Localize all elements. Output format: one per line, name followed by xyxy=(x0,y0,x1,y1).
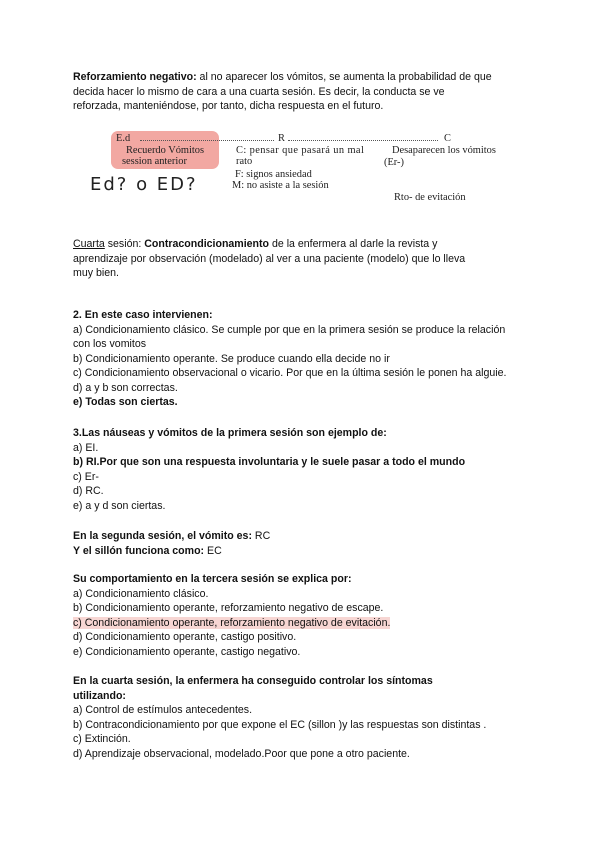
handwritten-note: Ed? o ED? xyxy=(90,174,198,195)
r-line-2: rato xyxy=(236,156,253,167)
q2-option-c: c) Condicionamiento observacional o vicario. Por que en la última sesión le ponen ha alguie. xyxy=(73,367,507,379)
c-label: C xyxy=(444,133,451,144)
c-line-1: Desaparecen los vómitos xyxy=(392,145,496,156)
q3-title: 3.Las náuseas y vómitos de la primera sesión son ejemplo de: xyxy=(73,427,387,439)
cuarta-line-1 xyxy=(73,237,533,252)
intro-line-3: reforzada, manteniéndose, por tanto, dicha respuesta en el futuro. xyxy=(73,100,384,112)
q3-option-b: b) RI.Por que son una respuesta involuntaria y le suele pasar a todo el mundo xyxy=(73,456,466,468)
c-line-2: (Er-) xyxy=(384,157,404,168)
conditioning-diagram xyxy=(90,126,508,212)
q4-option-b: b) Condicionamiento operante, reforzamiento negativo de escape. xyxy=(73,602,384,614)
q3-option-d: d) RC. xyxy=(73,485,104,497)
question-3 xyxy=(73,426,533,513)
c-line-3: Rto- de evitación xyxy=(394,192,466,203)
intro-label: Reforzamiento negativo: xyxy=(73,71,197,83)
q2-option-b: b) Condicionamiento operante. Se produce cuando ella decide no ir xyxy=(73,352,390,365)
seg-l2-bold: Y el sillón funciona como: xyxy=(73,544,205,557)
ed-line-2: session anterior xyxy=(122,156,187,167)
intro-line-2: decida hacer lo mismo de cara a una cuarta sesión. Es decir, la conducta se ve xyxy=(73,85,445,98)
seg-line-1 xyxy=(73,529,533,544)
question-2 xyxy=(73,308,533,410)
q3-option-c: c) Er- xyxy=(73,470,99,483)
q5-option-b: b) Contracondicionamiento por que expone el EC (sillon )y las respuestas son distintas . xyxy=(73,718,487,731)
q2-option-a-2: con los vomitos xyxy=(73,338,147,350)
ed-line-1: Recuerdo Vómitos xyxy=(126,145,205,156)
q4-title: Su comportamiento en la tercera sesión se explica por: xyxy=(73,573,352,585)
r-line-1: C: pensar que pasará un mal xyxy=(236,145,365,156)
cuarta-word: Cuarta xyxy=(73,238,105,250)
q4-option-c: c) Condicionamiento operante, reforzamiento negativo de evitación. xyxy=(73,616,391,629)
dotted-line-r-c xyxy=(288,140,438,142)
q5-option-d: d) Aprendizaje observacional, modelado.Poor que pone a otro paciente. xyxy=(73,747,410,760)
cuarta-rest-1: sesión: xyxy=(104,238,145,250)
intro-line-1 xyxy=(73,70,533,85)
q4-option-d: d) Condicionamiento operante, castigo positivo. xyxy=(73,631,297,643)
cuarta-bold: Contracondicionamiento xyxy=(144,238,270,250)
seg-l1-rest: RC xyxy=(251,530,271,542)
seg-l2-rest: EC xyxy=(204,544,222,557)
q2-option-d: d) a y b son correctas. xyxy=(73,381,178,394)
cuarta-line-2: aprendizaje por observación (modelado) al ver a una paciente (modelo) que lo lleva xyxy=(73,252,466,265)
r-line-3: F: signos ansiedad xyxy=(235,169,312,180)
q5-title-1: En la cuarta sesión, la enfermera ha conseguido controlar los síntomas xyxy=(73,675,433,687)
dotted-line-ed-r xyxy=(140,140,274,142)
ed-label: E.d xyxy=(116,133,131,144)
seg-line-2 xyxy=(73,544,533,559)
question-cuarta xyxy=(73,674,533,761)
seg-l1-bold: En la segunda sesión, el vómito es: xyxy=(73,530,252,542)
r-line-4: M: no asiste a la sesión xyxy=(232,180,329,191)
question-tercera xyxy=(73,572,533,659)
r-label: R xyxy=(278,133,285,144)
q5-option-a: a) Control de estímulos antecedentes. xyxy=(73,704,253,716)
q2-option-a-1: a) Condicionamiento clásico. Se cumple por que en la primera sesión se produce la relación xyxy=(73,323,506,336)
q4-option-a: a) Condicionamiento clásico. xyxy=(73,587,209,600)
q5-title-2: utilizando: xyxy=(73,689,126,702)
q2-title: 2. En este caso intervienen: xyxy=(73,309,213,321)
intro-paragraph xyxy=(73,70,533,114)
intro-text-1: al no aparecer los vómitos, se aumenta la probabilidad de que xyxy=(196,71,492,83)
cuarta-line-3: muy bien. xyxy=(73,267,119,279)
q5-option-c: c) Extinción. xyxy=(73,733,131,745)
q3-option-e: e) a y d son ciertas. xyxy=(73,499,166,512)
q4-option-c-highlighted xyxy=(73,616,533,631)
segunda-sesion xyxy=(73,529,533,558)
cuarta-paragraph xyxy=(73,237,533,281)
q4-option-e: e) Condicionamiento operante, castigo negativo. xyxy=(73,645,301,658)
q2-option-e: e) Todas son ciertas. xyxy=(73,396,178,408)
cuarta-rest-2: de la enfermera al darle la revista y xyxy=(269,238,438,250)
q3-option-a: a) EI. xyxy=(73,441,99,454)
